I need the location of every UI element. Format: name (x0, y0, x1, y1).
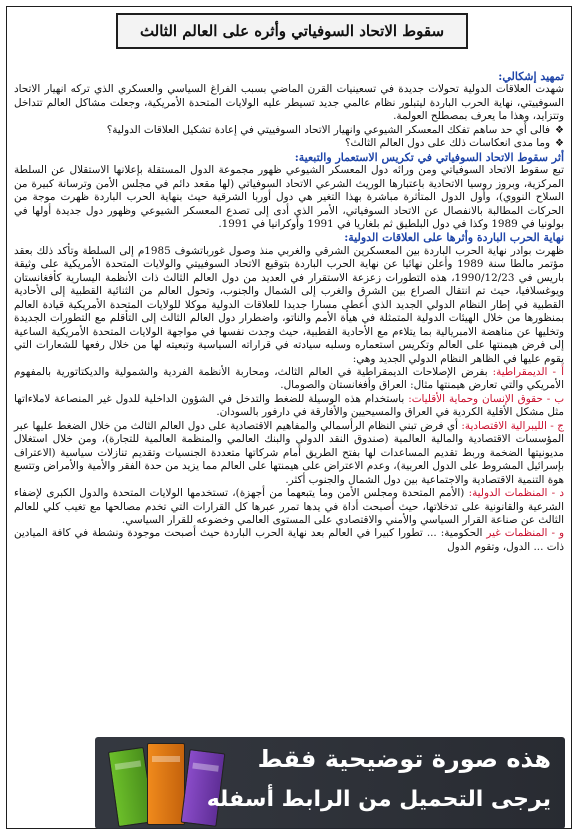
item-label: ج - الليبرالية الاقتصادية: (461, 419, 564, 432)
list-item (14, 393, 564, 420)
item-text: أي فرض تبني النظام الرأسمالي والمفاهيم الاقتصادية على دول العالم الثالث من خلال الضغط عليها عبر المؤسسات الاقتصادية والمالية العالمية (صندوق النقد الدولي والبنك العالمي والمنظمة العالمية للتجارة)، ومن خلال استغلال مديونيتها الضخمة وربط تقديم المساعدات لها بفتح الطريق أمام شركاتها متعددة الجنسيات وتقديم تنازلات سياسية (الاعتراف بإسرائيل المشروط على الدول العربية)، وعدم الاعتراض على هيمنتها على العالم مما يزيد من حدة الفقر والأمية والأمراض وتتسع هوة التنمية الاقتصادية والاجتماعية بين دول الشمال والجنوب أكثر. (14, 419, 564, 486)
item-label: أ - الديمقراطية: (492, 365, 564, 378)
item-text: (الأمم المتحدة ومجلس الأمن وما يتبعهما من أجهزة)، تستخدمها الولايات المتحدة والدول الكبرى لإضفاء الشرعية والقانونية على تدخلاتها، حيث أصبحت أداة في يدها تمرر عبرها كل القرارات التي تخدم مصالحها مع تغيب كلي للعالم الثالث عن صناعة القرار السياسي والأمني والاقتصادي على المستوى العالمي وخضوعه للقرار السياسي. (14, 487, 564, 526)
section2-heading: نهاية الحرب الباردة وأثرها على العلاقات الدولية: (344, 231, 564, 245)
page-title: سقوط الاتحاد السوفياتي وأثره على العالم الثالث (139, 22, 445, 40)
section2-paragraph: ظهرت بوادر نهاية الحرب الباردة بين المعسكرين الشرقي والغربي منذ وصول غورباتشوف 1985م إلى السلطة وتأكد ذلك بعقد مؤتمر مالطا سنة 1989 وأعلن نهائيا عن نهاية الحرب الباردة بتوقيع الاتحاد السوفييتي والولايات المتحدة الأمريكية على وثيقة باريس في 1990/12/23، هذه التطورات زعزعة الاستقرار في العديد من دول العالم الثالث ذات الأنظمة اليسارية كأفغانستان ويوغسلافيا، حيث تم انتقال الصراع بين الشرق والغرب إلى الشمال والجنوب، وتحول العالم من الثنائية القطبية إلى الأحادية القطبية في إطار النظام الدولي الجديد الذي أعطى مسارا جديدا للعلاقات الدولية موكلا للولايات المتحدة الأمريكية قيادة العالم بمنظورها من خلال الهيئات الدولية المتمثلة في هيأة الأمم والناتو، واضطرار دول العالم الثالث إلى التأقلم مع التطورات الجديدة وتخليها عن مناهضة الامبريالية بما يتلاءم مع الأحادية القطبية، حيث وجدت نفسها في مواجهة الولايات المتحدة الأمريكية الساعية إلى فرض هيمنتها على العالم وتكريس استعماره وسلبه سيادته في قراراته السياسية وتبعيته لها من خلال رفعها للشعارات التي يقوم عليها في الظاهر النظام الدولي الجديد وهي: (14, 244, 564, 365)
section1-heading: أثر سقوط الاتحاد السوفياتي في تكريس الاستعمار والتبعية: (294, 150, 564, 164)
item-label: د - المنظمات الدولية: (468, 487, 564, 500)
banner-download-hint: يرجى التحميل من الرابط أسفله (206, 787, 551, 812)
diamond-bullet-icon: ❖ (555, 138, 564, 150)
list-item (14, 487, 564, 527)
question-item (14, 137, 564, 150)
item-text: الحكومية: ... تطورا كبيرا في العالم بعد نهاية الحرب الباردة حيث أصبحت موجودة ونشطة في كافة الميادين ذات ... الدول، وتقوم الدول (14, 527, 564, 553)
item-text: بفرض الإصلاحات الديمقراطية في العالم الثالث، ومحاربة الأنظمة الفردية والشمولية والديكتاتورية بالمفهوم الأمريكي والتي تعارض هيمنتها مثال: العراق وأفغانستان والصومال. (14, 365, 564, 392)
item-label: و - المنظمات غير (486, 527, 564, 540)
list-item (14, 420, 564, 487)
diamond-bullet-icon: ❖ (555, 124, 564, 136)
orange-book-icon (147, 743, 185, 825)
section1-paragraph: تبع سقوط الاتحاد السوفياتي ومن ورائه دول المعسكر الشيوعي ظهور مجموعة الدول المستقلة بإعلانها الاستقلال عن السلطة المركزية، وبروز روسيا الاتحادية باعتبارها الوريث الشرعي الاتحاد السوفياتي (لها مقعد دائم في مجلس الأمن وترسانة كبيرة من السلاح النووي)، وأول الدول المتأثرة مباشرة بهذا التغير هي دول أوربا الشرقية حيث بنهاية الحرب الباردة ظهرت موجة من الحركات المطالبة بالانفصال عن الاتحاد السوفياتي، الأمر الذي أدى إلى تصدع المعسكر الشيوعي وظهور دول جديدة أولها في بولونيا في 1989 وكذا في دول البلطيق ثم بلغاريا في 1991 وأوكرانيا في 1991. (14, 164, 564, 230)
books-icon (103, 741, 233, 825)
item-text: باستخدام هذه الوسيلة للضغط والتدخل في الشؤون الداخلية للدول غير المنصاعة لاملاءاتها مثل مشكل الأقلية الكردية في العراق والمسيحيين والأفارقة في دارفور بالسودان. (14, 392, 564, 419)
title-box (116, 13, 468, 49)
question-text: وما مدى انعكاسات ذلك على دول العالم الثالث؟ (345, 137, 550, 150)
intro-heading: تمهيد إشكالي: (498, 70, 564, 83)
intro-paragraph: شهدت العلاقات الدولية تحولات جديدة في تسعينيات القرن الماضي بسبب الفراغ السياسي والعسكري الذي تركه انهيار الاتحاد السوفييتي، نهاية الحرب الباردة ليتبلور نظام عالمي جديد تسيطر عليه الولايات المتحدة الأمريكية، وجعلت مشاكل العالم تتداخل وتتزايد، وهذا ما يعرف بمصطلح العولمة. (14, 83, 564, 123)
item-label: ب - حقوق الإنسان وحماية الأقليات: (408, 392, 564, 405)
list-item (14, 527, 564, 554)
question-text: فالى أي حد ساهم تفكك المعسكر الشيوعي وانهيار الاتحاد السوفييتي في إعادة تشكيل العلاقات الدولية؟ (106, 123, 550, 136)
list-item (14, 366, 564, 393)
banner-notice: هذه صورة توضيحية فقط (257, 745, 551, 773)
question-item (14, 124, 564, 137)
document-body (14, 70, 564, 554)
download-banner[interactable] (95, 737, 565, 829)
